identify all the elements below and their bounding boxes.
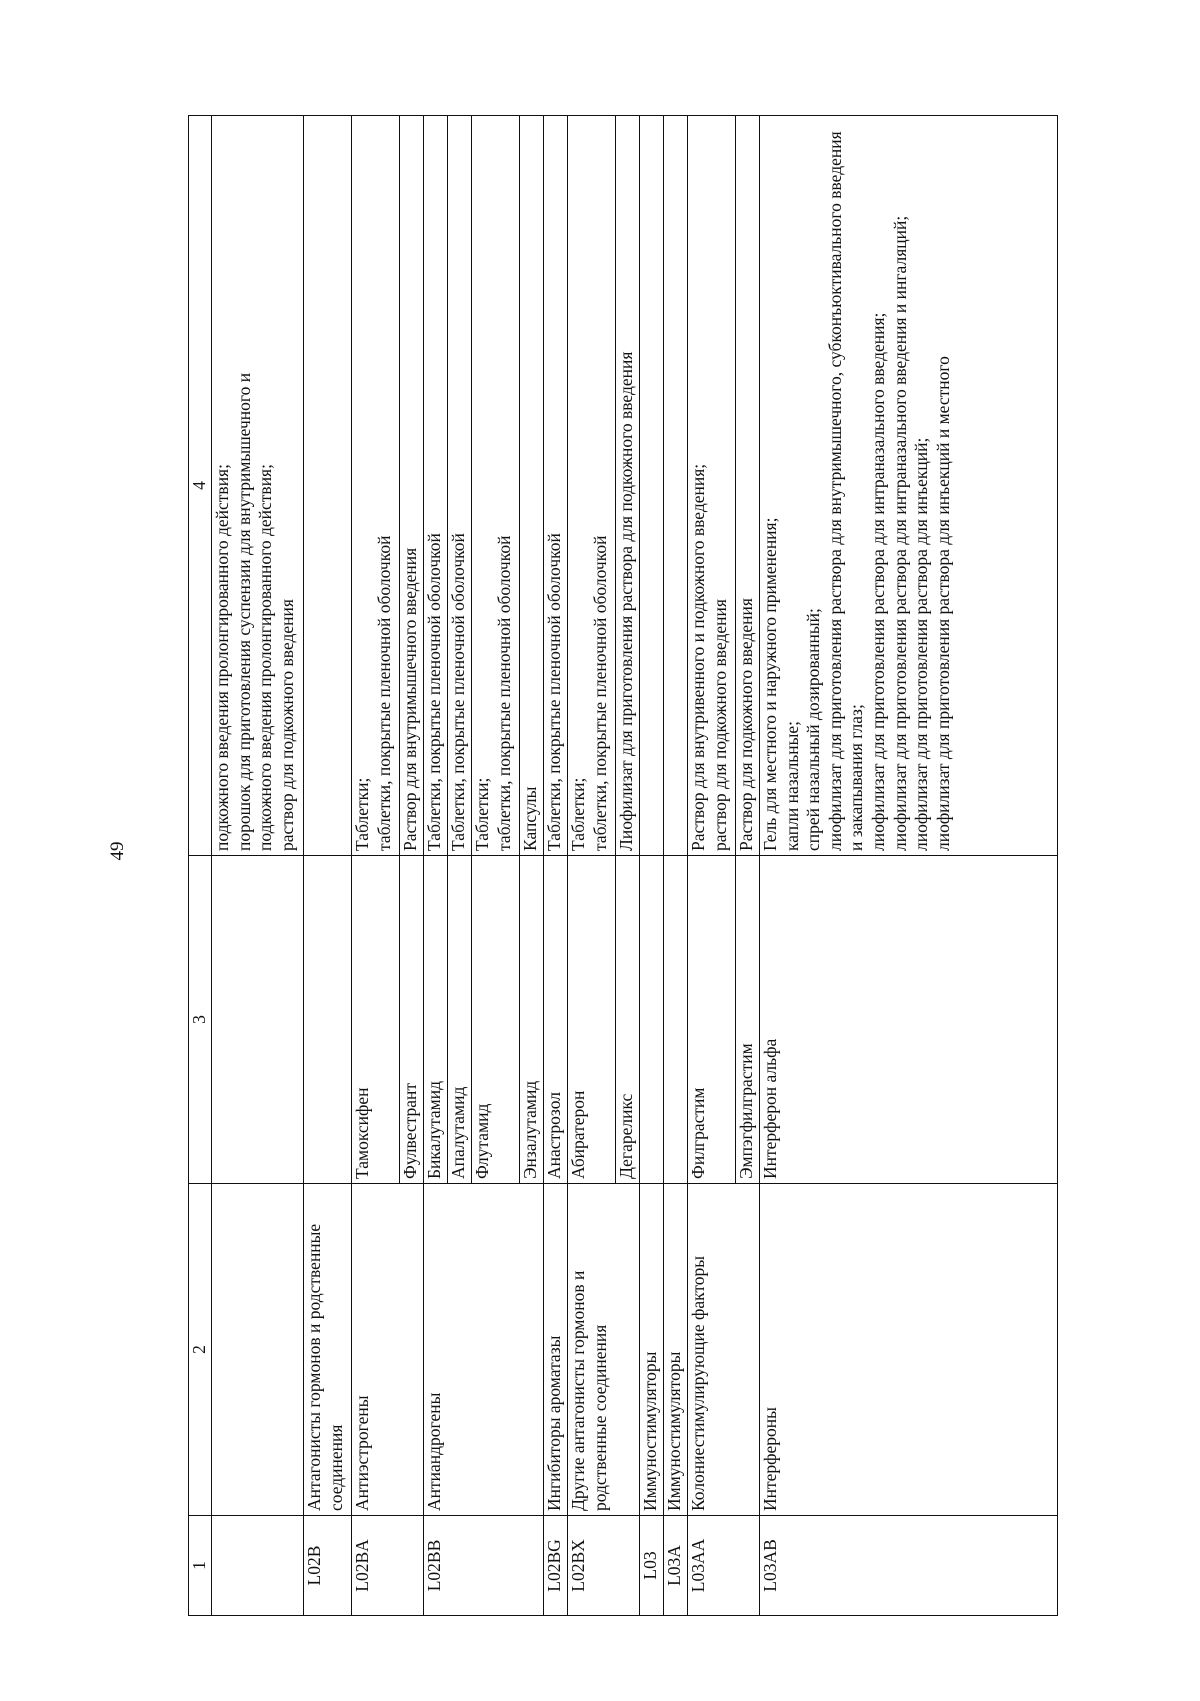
dosage-forms-cell [520, 116, 544, 856]
drug-cell [212, 856, 304, 1184]
drug-cell [640, 856, 664, 1184]
atc-code-cell: L02BG [544, 1516, 568, 1616]
dosage-form-line: лиофилизат для приготовления раствора для интраназального введения; [867, 312, 888, 851]
group-cell [212, 1184, 304, 1516]
dosage-form-line: порошок для приготовления суспензии для внутримышечного и [233, 372, 254, 851]
atc-code-cell: L02BA [352, 1516, 424, 1616]
table-row [664, 116, 688, 1616]
atc-code-cell: L02B [304, 1516, 352, 1616]
group-cell: Антиэстрогены [352, 1184, 424, 1516]
dosage-forms-cell [448, 116, 472, 856]
table-row [212, 116, 304, 1616]
dosage-form-line: Таблетки, покрытые пленочной оболочкой [448, 533, 468, 851]
drug-table [188, 115, 1058, 1616]
drug-cell: Тамоксифен [352, 856, 400, 1184]
dosage-form-line: Таблетки, покрытые пленочной оболочкой [424, 533, 444, 851]
table-row [544, 116, 568, 1616]
dosage-forms-cell [352, 116, 400, 856]
table-header-row [189, 116, 212, 1616]
drug-cell: Дегареликс [616, 856, 640, 1184]
column-header-3: 3 [189, 856, 212, 1184]
group-cell: Колониестимулирующие факторы [688, 1184, 760, 1516]
table-row [760, 116, 1058, 1616]
dosage-form-line: капли назальные; [781, 720, 802, 851]
dosage-form-line: Гель для местного и наружного применения; [760, 517, 780, 851]
column-header-2: 2 [189, 1184, 212, 1516]
drug-cell: Абиратерон [568, 856, 616, 1184]
table-row [304, 116, 352, 1616]
drug-cell: Флутамид [472, 856, 520, 1184]
group-cell: Иммуностимуляторы [664, 1184, 688, 1516]
atc-code-cell: L03AA [688, 1516, 760, 1616]
dosage-form-line: лиофилизат для приготовления раствора для внутримышечного, субконъюктивального введения и закапывания глаз; [824, 131, 867, 851]
dosage-form-line: Таблетки; [472, 777, 492, 851]
dosage-form-line: Таблетки; [568, 777, 588, 851]
atc-code-cell: L02BX [568, 1516, 640, 1616]
drug-cell: Бикалутамид [424, 856, 448, 1184]
table-row [688, 116, 736, 1616]
atc-code-cell: L03AB [760, 1516, 1058, 1616]
dosage-form-line: Раствор для подкожного введения [736, 598, 756, 851]
atc-code-cell: L03A [664, 1516, 688, 1616]
dosage-forms-cell [688, 116, 736, 856]
dosage-form-line: Таблетки, покрытые пленочной оболочкой [544, 533, 564, 851]
table-row [352, 116, 400, 1616]
dosage-form-line: таблетки, покрытые пленочной оболочкой [493, 535, 514, 851]
drug-cell [664, 856, 688, 1184]
dosage-forms-cell [736, 116, 760, 856]
dosage-form-line: Таблетки; [352, 777, 372, 851]
group-cell: Антиандрогены [424, 1184, 544, 1516]
dosage-form-line: раствор для подкожного введения [276, 599, 297, 851]
group-cell: Интерфероны [760, 1184, 1058, 1516]
dosage-forms-cell [544, 116, 568, 856]
dosage-forms-cell [760, 116, 1058, 856]
dosage-forms-cell [400, 116, 424, 856]
dosage-form-line: подкожного введения пролонгированного действия; [212, 464, 232, 851]
group-cell: Антагонисты гормонов и родственные соединения [304, 1184, 352, 1516]
dosage-forms-cell [664, 116, 688, 856]
page-number: 49 [107, 841, 128, 861]
dosage-form-line: Раствор для внутривенного и подкожного введения; [688, 463, 708, 851]
atc-code-cell: L02BB [424, 1516, 544, 1616]
rotated-table-frame [188, 116, 1058, 1616]
dosage-form-line: раствор для подкожного введения [709, 599, 730, 851]
dosage-form-line: таблетки, покрытые пленочной оболочкой [373, 535, 394, 851]
drug-cell [304, 856, 352, 1184]
dosage-form-line: спрей назальный дозированный; [803, 608, 824, 851]
drug-cell: Интерферон альфа [760, 856, 1058, 1184]
drug-cell: Энзалутамид [520, 856, 544, 1184]
group-cell: Ингибиторы ароматазы [544, 1184, 568, 1516]
column-header-1: 1 [189, 1516, 212, 1616]
table-row [568, 116, 616, 1616]
drug-cell: Апалутамид [448, 856, 472, 1184]
drug-cell: Эмпэгфилграстим [736, 856, 760, 1184]
table-row [640, 116, 664, 1616]
dosage-forms-cell [568, 116, 616, 856]
dosage-form-line: подкожного введения пролонгированного действия; [255, 464, 276, 851]
dosage-form-line: лиофилизат для приготовления раствора для инъекций и местного [932, 356, 953, 851]
drug-cell: Филграстим [688, 856, 736, 1184]
group-cell: Иммуностимуляторы [640, 1184, 664, 1516]
drug-cell: Анастрозол [544, 856, 568, 1184]
dosage-form-line: Капсулы [520, 786, 540, 851]
dosage-form-line: Лиофилизат для приготовления раствора для подкожного введения [616, 351, 636, 851]
dosage-form-line: лиофилизат для приготовления раствора для интраназального введения и ингаляций; [889, 215, 910, 851]
dosage-form-line: Раствор для внутримышечного введения [400, 547, 420, 851]
dosage-form-line: лиофилизат для приготовления раствора для инъекций; [911, 437, 932, 851]
dosage-forms-cell [304, 116, 352, 856]
group-cell: Другие антагонисты гормонов и родственные соединения [568, 1184, 640, 1516]
dosage-forms-cell [472, 116, 520, 856]
table-row [424, 116, 448, 1616]
dosage-forms-cell [424, 116, 448, 856]
dosage-forms-cell [640, 116, 664, 856]
dosage-forms-cell [212, 116, 304, 856]
dosage-forms-cell [616, 116, 640, 856]
dosage-form-line: таблетки, покрытые пленочной оболочкой [589, 535, 610, 851]
drug-cell: Фулвестрант [400, 856, 424, 1184]
column-header-4: 4 [189, 116, 212, 856]
atc-code-cell: L03 [640, 1516, 664, 1616]
atc-code-cell [212, 1516, 304, 1616]
